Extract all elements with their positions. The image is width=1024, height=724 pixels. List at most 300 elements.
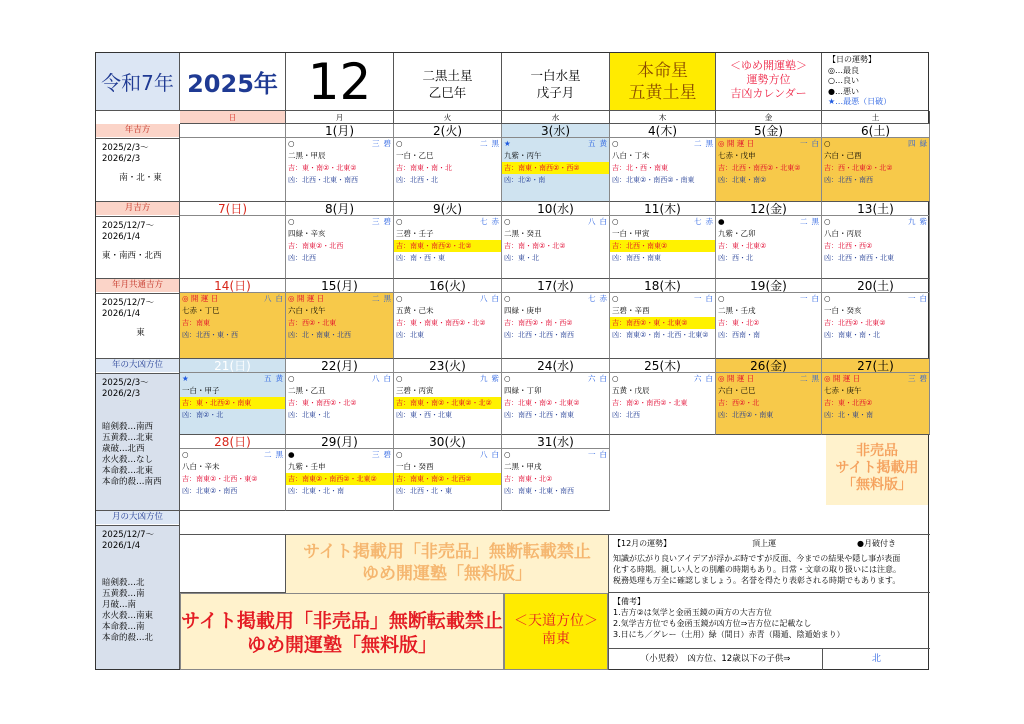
kyusei-number: 一 xyxy=(800,139,808,148)
bad-directions: 凶：南東・南・北 xyxy=(824,331,880,339)
day-stem-branch: 三碧・辛酉 xyxy=(612,306,650,315)
day-cell[interactable] xyxy=(180,124,286,202)
kyusei-color: 碧 xyxy=(383,217,391,226)
side-month-lucky: 2025/12/7～ 2026/1/4 東・南西・北西 xyxy=(96,217,180,279)
day-number: 16(火) xyxy=(394,279,501,293)
fortune-mark: ○ xyxy=(504,217,511,226)
day-stem-branch: 八白・辛未 xyxy=(182,462,220,471)
kyusei-star xyxy=(480,293,499,305)
bad-directions: 凶：北西・北西・南西 xyxy=(504,331,574,339)
kyusei-number: 二 xyxy=(694,139,702,148)
kyusei-row xyxy=(502,138,609,150)
kyusei-row xyxy=(610,138,715,150)
kyusei-row xyxy=(286,449,393,461)
day-cell[interactable] xyxy=(716,279,822,359)
spacer-row xyxy=(180,523,930,535)
kyusei-star xyxy=(372,216,391,228)
day-stem-branch: 一白・癸亥 xyxy=(824,306,862,315)
bad-directions: 凶：北東②・南西②・南東 xyxy=(612,176,695,184)
promo-banner-2: サイト掲載用「非売品」無断転載禁止 ゆめ開運塾「無料版」 xyxy=(180,593,504,670)
day-cell[interactable] xyxy=(394,435,502,511)
day-stem-branch: 八白・丁未 xyxy=(612,151,650,160)
lucky-directions: 吉：南東②・北西・東② xyxy=(182,475,258,483)
kyusei-row xyxy=(394,216,501,228)
kyusei-star xyxy=(694,373,713,385)
kyusei-color: 黒 xyxy=(275,450,283,459)
day-number: 12(金) xyxy=(716,202,821,216)
kyusei-row xyxy=(716,293,821,305)
day-stem-branch: 二黒・癸丑 xyxy=(504,229,542,238)
kyusei-star xyxy=(372,449,391,461)
fortune-mark: ★ xyxy=(504,139,511,148)
fortune-mark: ◎ 開 運 日 xyxy=(288,294,325,303)
month-number: 12 xyxy=(286,53,394,111)
day-stem-branch: 二黒・壬戌 xyxy=(718,306,756,315)
bad-directions: 凶：北西・北 xyxy=(396,176,438,184)
kyusei-star xyxy=(264,373,283,385)
kyusei-number: 三 xyxy=(372,139,380,148)
bad-directions: 凶：南②・北 xyxy=(182,411,224,419)
lucky-directions: 吉：南東・南②・北東②・北② xyxy=(394,397,501,409)
day-cell[interactable] xyxy=(394,202,502,279)
kyusei-star xyxy=(800,373,819,385)
day-cell[interactable] xyxy=(286,359,394,435)
kyusei-color: 白 xyxy=(383,374,391,383)
bad-directions: 凶：北西・北・東 xyxy=(396,487,452,495)
day-cell[interactable] xyxy=(502,359,610,435)
lucky-directions: 吉：南東・南西②・西② xyxy=(502,162,609,174)
kyusei-number: 二 xyxy=(372,294,380,303)
side-month-bad-head: 月の大凶方位 xyxy=(96,511,180,526)
bad-directions: 凶：東・北 xyxy=(504,254,539,262)
fortune-mark: ○ xyxy=(612,217,619,226)
kyusei-color: 黄 xyxy=(275,374,283,383)
kyusei-row xyxy=(180,373,285,385)
kyusei-row xyxy=(394,373,501,385)
year-star: 二黒土星 乙巳年 xyxy=(394,53,502,111)
bad-directions: 凶：北・南東・北西 xyxy=(288,331,351,339)
bad-directions: 凶：北②・南 xyxy=(504,176,546,184)
kyusei-row xyxy=(502,216,609,228)
day-cell[interactable] xyxy=(716,124,822,202)
day-cell[interactable] xyxy=(822,279,930,359)
day-cell[interactable] xyxy=(610,279,716,359)
bad-directions: 凶：西南・南 xyxy=(718,331,760,339)
year-label: 2025年 xyxy=(180,53,286,111)
fortune-mark: ○ xyxy=(824,217,831,226)
day-cell[interactable] xyxy=(610,124,716,202)
lucky-directions: 吉：東・北西② xyxy=(824,399,873,407)
side-year-lucky: 2025/2/3～ 2026/2/3 南・北・東 xyxy=(96,139,180,202)
kyusei-row xyxy=(502,293,609,305)
day-stem-branch: 三碧・丙寅 xyxy=(396,386,434,395)
weekday-0: 日 xyxy=(180,111,286,124)
day-cell[interactable] xyxy=(286,279,394,359)
weekday-5: 金 xyxy=(716,111,822,124)
day-number: 1(月) xyxy=(286,124,393,138)
day-cell[interactable] xyxy=(716,359,822,435)
day-stem-branch: 五黄・戊辰 xyxy=(612,386,650,395)
kyusei-row xyxy=(180,449,285,461)
kyusei-row xyxy=(610,293,715,305)
bad-directions: 凶：南東・北東・南西 xyxy=(504,487,574,495)
day-stem-branch: 二黒・乙丑 xyxy=(288,386,326,395)
fortune-mark: ○ xyxy=(396,294,403,303)
fortune-mark: ★ xyxy=(182,374,189,383)
lucky-directions: 吉：南東・南②・北西② xyxy=(394,473,501,485)
bad-directions: 凶：南東②・南・北西・北東② xyxy=(612,331,709,339)
bad-directions: 凶：北西 xyxy=(288,254,316,262)
bad-directions: 凶：北・東・南 xyxy=(824,411,873,419)
side-common-lucky: 2025/12/7～ 2026/1/4 東 xyxy=(96,294,180,359)
kyusei-color: 緑 xyxy=(919,139,927,148)
kyusei-number: 五 xyxy=(264,374,272,383)
bad-directions: 凶：北西・北東・南西 xyxy=(288,176,358,184)
kyusei-row xyxy=(286,138,393,150)
lucky-directions: 吉：南東・南・北 xyxy=(396,164,452,172)
kyusei-star xyxy=(908,138,927,150)
side-common-lucky-head: 年月共通吉方 xyxy=(96,279,180,294)
kyusei-number: 八 xyxy=(264,294,272,303)
bad-directions: 凶：北東・北・南 xyxy=(288,487,344,495)
lucky-directions: 吉：東・北東② xyxy=(718,242,767,250)
fortune-mark: ○ xyxy=(824,139,831,148)
kyusei-star xyxy=(908,373,927,385)
day-stem-branch: 一白・癸酉 xyxy=(396,462,434,471)
kyusei-star xyxy=(800,216,819,228)
fortune-mark: ○ xyxy=(288,139,295,148)
fortune-mark: ○ xyxy=(504,450,511,459)
promo-banner-1: サイト掲載用「非売品」無断転載禁止 ゆめ開運塾「無料版」 xyxy=(286,535,608,593)
kyusei-number: 四 xyxy=(908,139,916,148)
day-number: 23(火) xyxy=(394,359,501,373)
kyusei-star xyxy=(694,216,713,228)
monthly-fortune: 【12月の運勢】 頂上運 ●月破付き 知識が広がり良いアイデアが浮かぶ時ですが反面、今までの結果や隠し事が表面 化する時期。親しい人との別離の時期もあり。日常・文章の取り扱いには注意。 税務処理も万全に確認しましょう。名誉を得たり表彰される時期でもあります。 xyxy=(608,535,930,593)
day-number: 11(木) xyxy=(610,202,715,216)
kyusei-row xyxy=(716,216,821,228)
day-number: 30(火) xyxy=(394,435,501,449)
kyusei-number: 八 xyxy=(480,450,488,459)
kyusei-number: 一 xyxy=(588,450,596,459)
lucky-directions: 吉：南東②・北西 xyxy=(288,242,344,250)
kyusei-star xyxy=(588,138,607,150)
kyusei-row xyxy=(394,293,501,305)
day-stem-branch: 八白・丙辰 xyxy=(824,229,862,238)
day-cell[interactable] xyxy=(180,359,286,435)
day-stem-branch: 七赤・戊申 xyxy=(718,151,756,160)
day-number: 13(土) xyxy=(822,202,929,216)
kyusei-row xyxy=(610,373,715,385)
lucky-directions: 吉：北西・南西②・北東② xyxy=(718,164,801,172)
day-number: 2(火) xyxy=(394,124,501,138)
lucky-directions: 吉：北東・南②・北東② xyxy=(504,399,580,407)
day-number: 9(火) xyxy=(394,202,501,216)
fortune-mark: ○ xyxy=(612,139,619,148)
fortune-mark: ◎ 開 運 日 xyxy=(182,294,219,303)
side-year-lucky-head: 年吉方 xyxy=(96,124,180,139)
bad-directions: 凶：西・北 xyxy=(718,254,753,262)
day-cell[interactable] xyxy=(286,124,394,202)
lucky-directions: 吉：南東 xyxy=(182,319,210,327)
kyusei-star xyxy=(588,293,607,305)
kyusei-row xyxy=(286,216,393,228)
weekday-3: 水 xyxy=(502,111,610,124)
kyusei-star xyxy=(372,293,391,305)
side-year-bad-head: 年の大凶方位 xyxy=(96,359,180,374)
bad-directions: 凶：北西・南西・北東 xyxy=(824,254,894,262)
day-cell[interactable] xyxy=(394,359,502,435)
day-stem-branch: 四緑・丁卯 xyxy=(504,386,542,395)
day-cell[interactable] xyxy=(286,202,394,279)
fortune-mark: ○ xyxy=(504,294,511,303)
lucky-directions: 吉：北西・南東② xyxy=(610,240,715,252)
legend: 【日の運勢】 ◎…最良 ○…良い ●…悪い ★…最悪（日破） xyxy=(822,53,928,111)
fortune-mark: ○ xyxy=(504,374,511,383)
lucky-directions: 吉：南西②・南・西② xyxy=(504,319,573,327)
kyusei-color: 白 xyxy=(599,374,607,383)
day-stem-branch: 九紫・壬申 xyxy=(288,462,326,471)
day-cell[interactable] xyxy=(502,435,610,511)
day-cell[interactable] xyxy=(610,202,716,279)
day-number: 18(木) xyxy=(610,279,715,293)
bad-directions: 凶：北西 xyxy=(612,411,640,419)
kyusei-star xyxy=(800,138,819,150)
fortune-mark: ● xyxy=(718,217,725,226)
day-stem-branch: 六白・戊午 xyxy=(288,306,326,315)
kyusei-row xyxy=(610,216,715,228)
child-kill-direction: 北 xyxy=(822,649,930,670)
fortune-mark: ○ xyxy=(396,217,403,226)
bad-directions: 凶：北西・東・西 xyxy=(182,331,238,339)
day-number: 5(金) xyxy=(716,124,821,138)
day-cell[interactable] xyxy=(180,202,286,279)
fortune-mark: ○ xyxy=(824,294,831,303)
kyusei-color: 白 xyxy=(599,450,607,459)
day-cell[interactable] xyxy=(822,359,930,435)
fortune-mark: ○ xyxy=(396,139,403,148)
day-stem-branch: 二黒・甲戌 xyxy=(504,462,542,471)
kyusei-row xyxy=(286,293,393,305)
day-number: 27(土) xyxy=(822,359,929,373)
kyusei-number: 一 xyxy=(908,294,916,303)
kyusei-color: 黒 xyxy=(811,217,819,226)
remarks: 【備考】 1.吉方②は気学と金函玉鏡の両方の大吉方位 2.気学吉方位でも金函玉鏡が凶方位⇒吉方位に記載なし 3.日にち／グレー（土用）緑（間日）赤青（陽遁、陰遁始まり） xyxy=(608,593,930,649)
bad-directions: 凶：南・西・東 xyxy=(396,254,445,262)
honmei-star: 本命星 五黄土星 xyxy=(610,53,716,111)
kyusei-number: 九 xyxy=(480,374,488,383)
kyusei-star xyxy=(908,293,927,305)
kyusei-row xyxy=(180,293,285,305)
reiwa-year: 令和7年 xyxy=(96,53,180,111)
lucky-directions: 吉：南・南②・北② xyxy=(504,242,566,250)
kyusei-number: 三 xyxy=(372,450,380,459)
side-month-bad: 2025/12/7～ 2026/1/4 暗剣殺…北 五黄殺…南 月破…南 水火殺…南東 本命殺…南 本命的殺…北 xyxy=(96,526,180,669)
fortune-mark: ○ xyxy=(396,450,403,459)
kyusei-number: 八 xyxy=(372,374,380,383)
lucky-directions: 吉：東・北西②・南東 xyxy=(180,397,285,409)
kyusei-color: 碧 xyxy=(383,450,391,459)
kyusei-number: 六 xyxy=(694,374,702,383)
weekday-2: 火 xyxy=(394,111,502,124)
lucky-directions: 吉：東・南東・南西②・北② xyxy=(396,319,486,327)
lucky-directions: 吉：東・南②・北東② xyxy=(288,164,357,172)
fortune-mark: ○ xyxy=(182,450,189,459)
day-cell[interactable] xyxy=(180,435,286,511)
kyusei-number: 七 xyxy=(480,217,488,226)
kyusei-color: 白 xyxy=(811,139,819,148)
fortune-mark: ◎ 開 運 日 xyxy=(718,374,755,383)
lucky-directions: 吉：北・西・南東 xyxy=(612,164,668,172)
promo-banner-3: 非売品 サイト掲載用 「無料版」 xyxy=(826,435,928,505)
kyusei-star xyxy=(480,449,499,461)
fortune-mark: ○ xyxy=(396,374,403,383)
kyusei-color: 黒 xyxy=(811,374,819,383)
day-stem-branch: 四緑・庚申 xyxy=(504,306,542,315)
day-stem-branch: 一白・甲寅 xyxy=(612,229,650,238)
day-cell[interactable] xyxy=(394,279,502,359)
day-cell[interactable] xyxy=(822,124,930,202)
tendo-direction: ＜天道方位＞ 南東 xyxy=(504,593,608,670)
day-stem-branch: 五黄・己未 xyxy=(396,306,434,315)
kyusei-row xyxy=(502,373,609,385)
kyusei-color: 碧 xyxy=(919,374,927,383)
day-number: 14(日) xyxy=(180,279,285,293)
bad-directions: 凶：北西・南西 xyxy=(824,176,873,184)
day-number: 4(木) xyxy=(610,124,715,138)
lucky-directions: 吉：南東②・南西②・北東② xyxy=(286,473,393,485)
kyusei-star xyxy=(694,293,713,305)
day-number: 10(水) xyxy=(502,202,609,216)
day-number: 19(金) xyxy=(716,279,821,293)
lucky-directions: 吉：北西・西② xyxy=(824,242,873,250)
day-stem-branch: 六白・己酉 xyxy=(824,151,862,160)
kyusei-number: 七 xyxy=(588,294,596,303)
fortune-mark: ○ xyxy=(288,374,295,383)
lucky-directions: 吉：北西②・北東② xyxy=(824,319,886,327)
bad-directions: 凶：北西②・南東 xyxy=(718,411,774,419)
kyusei-number: 二 xyxy=(480,139,488,148)
lucky-directions: 吉：西②・北東 xyxy=(288,319,337,327)
fortune-mark: ○ xyxy=(718,294,725,303)
day-cell[interactable] xyxy=(180,279,286,359)
yume-title: ＜ゆめ開運塾＞ 運勢方位 吉凶カレンダー xyxy=(716,53,822,111)
day-number: 6(土) xyxy=(822,124,929,138)
kyusei-color: 白 xyxy=(811,294,819,303)
day-cell[interactable] xyxy=(610,359,716,435)
kyusei-star xyxy=(480,138,499,150)
kyusei-row xyxy=(394,138,501,150)
kyusei-number: 三 xyxy=(908,374,916,383)
kyusei-color: 白 xyxy=(491,294,499,303)
day-number: 26(金) xyxy=(716,359,821,373)
day-cell[interactable] xyxy=(822,202,930,279)
bad-directions: 凶：北東②・南西 xyxy=(182,487,238,495)
day-number: 28(日) xyxy=(180,435,285,449)
weekday-4: 木 xyxy=(610,111,716,124)
weekday-6: 土 xyxy=(822,111,930,124)
kyusei-row xyxy=(394,449,501,461)
kyusei-number: 七 xyxy=(694,217,702,226)
day-stem-branch: 九紫・乙卯 xyxy=(718,229,756,238)
kyusei-star xyxy=(372,373,391,385)
day-cell[interactable] xyxy=(394,124,502,202)
day-cell[interactable] xyxy=(502,202,610,279)
kyusei-color: 黄 xyxy=(599,139,607,148)
kyusei-color: 赤 xyxy=(491,217,499,226)
kyusei-number: 三 xyxy=(372,217,380,226)
child-kill-label: （小児殺） 凶方位、12歳以下の子供⇒ xyxy=(608,649,822,670)
bad-directions: 凶：東・西・北東 xyxy=(396,411,452,419)
day-stem-branch: 四緑・辛亥 xyxy=(288,229,326,238)
lucky-directions: 吉：西②・北 xyxy=(718,399,760,407)
kyusei-row xyxy=(822,138,929,150)
kyusei-star xyxy=(588,216,607,228)
kyusei-color: 赤 xyxy=(705,217,713,226)
bad-directions: 凶：北東・北 xyxy=(288,411,330,419)
day-stem-branch: 三碧・壬子 xyxy=(396,229,434,238)
lucky-directions: 吉：南東・北② xyxy=(504,475,553,483)
kyusei-color: 黒 xyxy=(491,139,499,148)
day-stem-branch: 九紫・丙午 xyxy=(504,151,542,160)
kyusei-color: 赤 xyxy=(599,294,607,303)
kyusei-number: 一 xyxy=(694,294,702,303)
kyusei-number: 五 xyxy=(588,139,596,148)
fortune-mark: ○ xyxy=(612,374,619,383)
kyusei-star xyxy=(264,293,283,305)
side-year-bad: 2025/2/3～ 2026/2/3 暗剣殺…南西 五黄殺…北東 歳破…北西 水火殺…なし 本命殺…北東 本命的殺…南西 xyxy=(96,374,180,511)
kyusei-color: 白 xyxy=(705,294,713,303)
kyusei-star xyxy=(480,216,499,228)
fortune-mark: ◎ 開 運 日 xyxy=(824,374,861,383)
day-cell[interactable] xyxy=(502,279,610,359)
day-number: 20(土) xyxy=(822,279,929,293)
kyusei-color: 白 xyxy=(919,294,927,303)
day-number: 24(水) xyxy=(502,359,609,373)
lucky-directions: 吉：東・北② xyxy=(718,319,760,327)
lucky-directions: 吉：東・南西②・北② xyxy=(288,399,357,407)
day-number: 21(日) xyxy=(180,359,285,373)
day-number: 22(月) xyxy=(286,359,393,373)
day-number: 17(水) xyxy=(502,279,609,293)
kyusei-star xyxy=(264,449,283,461)
day-cell[interactable] xyxy=(286,435,394,511)
day-number: 7(日) xyxy=(180,202,285,216)
day-number: 15(月) xyxy=(286,279,393,293)
kyusei-row xyxy=(822,216,929,228)
day-cell[interactable] xyxy=(716,202,822,279)
kyusei-number: 二 xyxy=(264,450,272,459)
kyusei-star xyxy=(480,373,499,385)
kyusei-color: 白 xyxy=(275,294,283,303)
lucky-directions: 吉：南②・南西②・北東 xyxy=(612,399,688,407)
weekday-1: 月 xyxy=(286,111,394,124)
day-cell[interactable] xyxy=(502,124,610,202)
kyusei-number: 二 xyxy=(800,217,808,226)
kyusei-color: 碧 xyxy=(383,139,391,148)
kyusei-color: 白 xyxy=(599,217,607,226)
kyusei-number: 八 xyxy=(588,217,596,226)
bad-directions: 凶：北東・南② xyxy=(718,176,767,184)
day-stem-branch: 七赤・丁巳 xyxy=(182,306,220,315)
day-stem-branch: 七赤・庚午 xyxy=(824,386,862,395)
kyusei-color: 白 xyxy=(705,374,713,383)
day-number: 25(木) xyxy=(610,359,715,373)
bad-directions: 凶：南西・南東 xyxy=(612,254,661,262)
kyusei-number: 二 xyxy=(800,374,808,383)
kyusei-row xyxy=(286,373,393,385)
side-month-lucky-head: 月吉方 xyxy=(96,202,180,217)
kyusei-color: 黒 xyxy=(705,139,713,148)
